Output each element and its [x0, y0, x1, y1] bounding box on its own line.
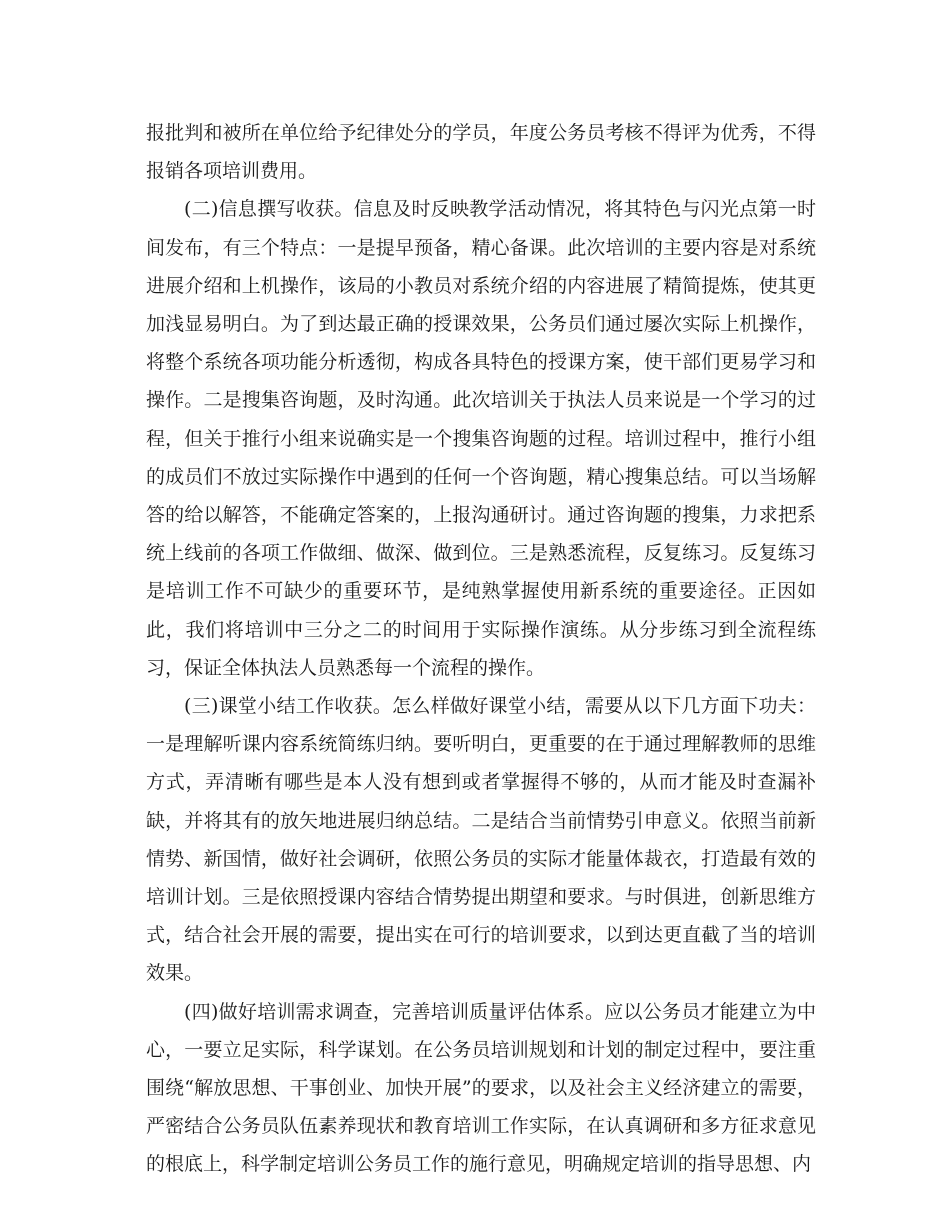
paragraph-2: (二)信息撰写收获。信息及时反映教学活动情况，将其特色与闪光点第一时间发布，有三个特点：一是提早预备，精心备课。此次培训的主要内容是对系统进展介绍和上机操作，该局的小教员对系统介绍的内容进展了精简提炼，使其更加浅显易明白。为了到达最正确的授课效果，公务员们通过屡次实际上机操作，将整个系统各项功能分析透彻，构成各具特色的授课方案，使干部们更易学习和操作。二是搜集咨询题，及时沟通。此次培训关于执法人员来说是一个学习的过程，但关于推行小组来说确实是一个搜集咨询题的过程。培训过程中，推行小组的成员们不放过实际操作中遇到的任何一个咨询题，精心搜集总结。可以当场解答的给以解答，不能确定答案的，上报沟通研讨。通过咨询题的搜集，力求把系统上线前的各项工作做细、做深、做到位。三是熟悉流程，反复练习。反复练习是培训工作不可缺少的重要环节，是纯熟掌握使用新系统的重要途径。正因如此，我们将培训中三分之二的时间用于实际操作演练。从分步练习到全流程练习，保证全体执法人员熟悉每一个流程的操作。	[146, 198, 816, 679]
paragraph-1: 报批判和被所在单位给予纪律处分的学员，年度公务员考核不得评为优秀，不得报销各项培训费用。	[146, 122, 816, 183]
paragraph-3: (三)课堂小结工作收获。怎么样做好课堂小结，需要从以下几方面下功夫：一是理解听课内容系统简练归纳。要听明白，更重要的在于通过理解教师的思维方式，弄清晰有哪些是本人没有想到或者掌握得不够的，从而才能及时查漏补缺，并将其有的放矢地进展归纳总结。二是结合当前情势引申意义。依照当前新情势、新国情，做好社会调研，依照公务员的实际才能量体裁衣，打造最有效的培训计划。三是依照授课内容结合情势提出期望和要求。与时俱进，创新思维方式，结合社会开展的需要，提出实在可行的培训要求，以到达更直截了当的培训效果。	[146, 695, 816, 985]
paragraph-4: (四)做好培训需求调查，完善培训质量评估体系。应以公务员才能建立为中心，一要立足实际，科学谋划。在公务员培训规划和计划的制定过程中，要注重围绕“解放思想、干事创业、加快开展”的要求，以及社会主义经济建立的需要，严密结合公务员队伍素养现状和教育培训工作实际，在认真调研和多方征求意见的根底上，科学制定培训公务员工作的施行意见，明确规定培训的指导思想、内	[146, 1000, 816, 1176]
document-body	[146, 114, 816, 1184]
